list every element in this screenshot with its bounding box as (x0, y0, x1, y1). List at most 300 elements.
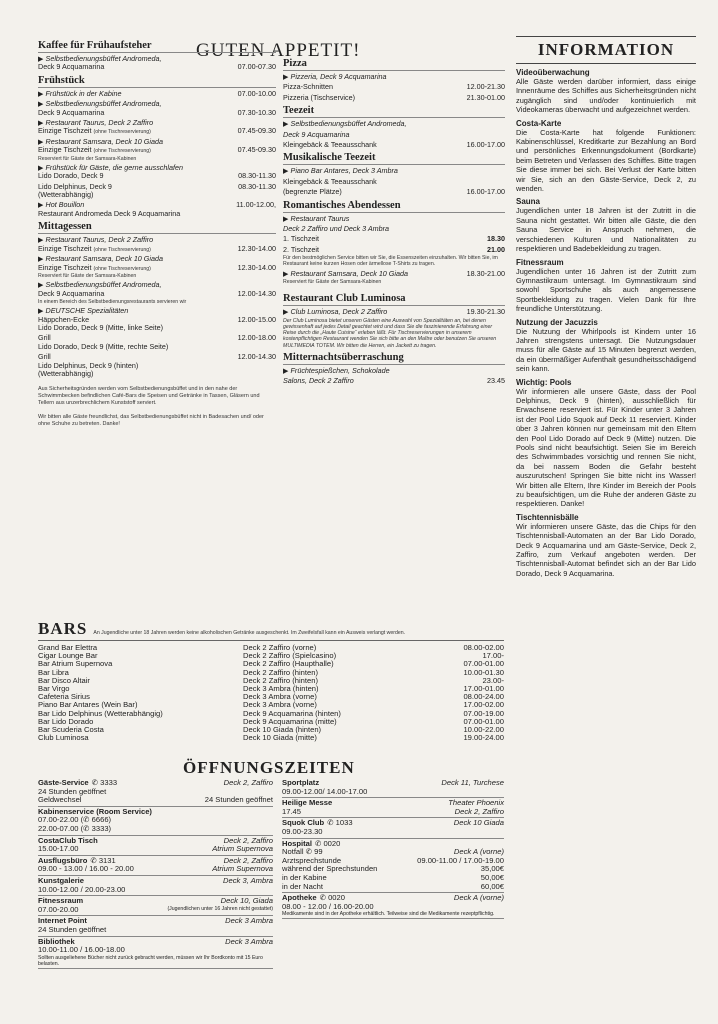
item-row (38, 146, 276, 154)
hours-note: Medikamente sind in der Apotheke erhältlich. Teilweise sind die Medikamente rezeptpflichtig. (282, 911, 495, 918)
information-column (516, 36, 696, 578)
menu-item (38, 201, 276, 218)
item-extra: Restaurant Andromeda Deck 9 Acquamarina (38, 208, 181, 218)
hours-line-left: in der Nacht (282, 881, 323, 891)
menu-row (283, 94, 505, 102)
item-time: 16.00-17.00 (466, 187, 505, 197)
menu-row (283, 178, 505, 186)
item-label: Einzige Tischzeit (ohne Tischreservierung) (38, 126, 151, 136)
hours-name: Internet Point (38, 916, 87, 926)
hours-entry (282, 778, 504, 798)
bar-time: 08.00-02.00 (463, 643, 504, 652)
bullet-icon: ▶ (38, 54, 44, 63)
menu-item (38, 281, 276, 305)
hours-line (38, 865, 273, 874)
item-label-note: (ohne Tischreservierung) (93, 148, 151, 155)
menu-item (38, 236, 276, 253)
menu-item (38, 353, 276, 378)
item-label: Einzige Tischzeit (ohne Tischreservierung) (38, 262, 151, 272)
hours-name: Fitnessraum (38, 896, 84, 906)
item-label: Grill (38, 352, 51, 362)
menu-item (38, 334, 276, 351)
bar-name: Bar Libra (38, 667, 69, 677)
info-text: Die Costa-Karte hat folgende Funktionen: Kabinenschlüssel, Kreditkarte zur Bezahlung an Bord und persönliches Erkennungsdokument (Bordkarte) beim Betreten und Verlassen des Schiffes. Bitte tragen Sie diese immer bei sich. Bei Verlust der Karte bitten wir Sie, sich an den Gäste-Service, Deck 2, zu wenden. (516, 127, 696, 194)
item-time: 23.45 (487, 376, 505, 386)
bar-name: Cafeteria Sirius (38, 692, 90, 702)
hours-line-left: Arztsprechstunde (282, 855, 342, 865)
item-row (283, 235, 505, 243)
hours-line (38, 845, 273, 854)
hours-name: Apotheke (282, 893, 317, 903)
hours-line-left: 07.00-20.00 (38, 904, 79, 914)
menu-item-head (283, 73, 505, 81)
hours-line (282, 808, 504, 817)
hours-line (38, 886, 273, 895)
section-title: Pizza (283, 58, 505, 71)
section-title: Kaffee für Frühaufsteher (38, 40, 276, 53)
hours-location: Deck 2, Zaffiro (223, 855, 273, 865)
bar-location: Deck 2 Zaffiro (Haupthalle) (243, 659, 334, 669)
bullet-icon: ▶ (283, 307, 289, 317)
hours-line (282, 788, 504, 797)
hours-line (38, 946, 273, 955)
hours-line-left: 17.45 (282, 806, 302, 816)
item-time: 12.30-14.00 (237, 243, 276, 253)
item-name: ▶ Piano Bar Antares, Deck 3 Ambra (283, 166, 398, 176)
menu-row (283, 377, 505, 385)
info-blocks (516, 68, 696, 578)
item-label: (begrenzte Plätze) (283, 187, 342, 197)
item-label: Pizza-Schnitten (283, 82, 333, 92)
main-title: GUTEN APPETIT! (196, 40, 361, 61)
hours-line-right: (Jugendlichen unter 16 Jahren nicht gestattet) (167, 905, 273, 912)
hours-location: Deck 10, Giada (220, 896, 273, 906)
left-column (38, 40, 276, 427)
bar-location: Deck 9 Acquamarina (hinten) (243, 708, 341, 718)
menu-item-head (283, 167, 505, 175)
hours-line-left: 24 Stunden geöffnet (38, 924, 107, 934)
item-row (38, 109, 276, 117)
bullet-icon: ▶ (283, 166, 289, 176)
hours-line-right: Atrium Supernova (212, 844, 273, 854)
bar-location: Deck 2 Zaffiro (hinten) (243, 675, 318, 685)
item-name: ▶ Restaurant Samsara, Deck 10 Giada (38, 136, 163, 146)
menu-row (283, 83, 505, 91)
bullet-icon: ▶ (283, 72, 289, 81)
bar-location: Deck 10 Giada (mitte) (243, 733, 317, 743)
section-title: Mittagessen (38, 221, 276, 234)
section-title: Teezeit (283, 105, 505, 118)
info-heading: Sauna (516, 197, 541, 207)
item-label: Deck 9 Acquamarina (38, 288, 105, 298)
hours-name: Sportplatz (282, 778, 320, 787)
item-extra: (Wetterabhängig) (38, 368, 94, 378)
item-time: 18.30 (487, 234, 505, 244)
item-label: Pizzeria (Tischservice) (283, 92, 356, 102)
hours-line-left: 09.00-23.30 (282, 826, 323, 836)
bar-row (38, 734, 504, 742)
hours-right (282, 778, 504, 919)
item-row (38, 245, 276, 253)
item-name: ▶ Restaurant Samsara, Deck 10 Giada (38, 254, 163, 264)
hours-entry (38, 778, 273, 807)
bullet-icon: ▶ (38, 254, 44, 264)
hours-note: Sollten ausgeliehene Bücher nicht zurück gebracht werden, müssen wir Ihr Bordkonto mit 15 Euro belasten. (38, 954, 263, 967)
item-name: ▶ Selbstbedienungsbüffet Andromeda, (283, 119, 407, 129)
item-label: Einzige Tischzeit (ohne Tischreservierung) (38, 145, 151, 155)
info-heading: Wichtig: Pools (516, 377, 572, 387)
hours-line (282, 883, 504, 892)
musik-section (283, 152, 505, 196)
hours-line-left: Geldwechsel (38, 795, 82, 805)
hours-name: Ausflugsbüro (38, 855, 88, 865)
bars-section (38, 619, 504, 742)
bar-name: Bar Virgo (38, 684, 70, 694)
bar-name: Bar Disco Altair (38, 675, 90, 685)
hours-location: Theater Phoenix (448, 798, 504, 808)
bar-location: Deck 2 Zaffiro (vorne) (243, 643, 317, 652)
item-row (38, 290, 276, 298)
item-name: ▶ Pizzeria, Deck 9 Acquamarina (283, 72, 387, 81)
hours-line-right: 09.00-11.00 / 17.00-19.00 (417, 855, 504, 865)
item-time: 08.30-11.30 (238, 181, 276, 191)
menu-item-head (283, 270, 505, 278)
hours-line (282, 903, 504, 912)
menu-item-head (283, 120, 505, 128)
bar-name: Cigar Lounge Bar (38, 651, 98, 661)
hours-entry (282, 839, 504, 894)
info-text: Jugendlichen unter 16 Jahren ist der Zutritt zum Gymnastikraum untersagt. Im Gymnastikraum sind sowohl Sportschuhe als auch angemessene Sportbekleidung zu tragen. Vielen Dank für Ihre freundliche Unterstützung. (516, 266, 696, 314)
hours-entry (282, 893, 504, 919)
item-label: Häppchen-Ecke (38, 314, 90, 324)
item-name: ▶ Früchtespießchen, Schokolade (283, 365, 390, 375)
menu-item (38, 90, 276, 98)
hours-entry (38, 876, 273, 896)
menu-row (283, 141, 505, 149)
hours-line-right: Atrium Supernova (212, 864, 273, 874)
bar-time: 07.00-19.00 (463, 708, 504, 718)
bar-name: Club Luminosa (38, 733, 89, 743)
bullet-icon: ▶ (38, 136, 44, 146)
hours-location: Deck 2, Zaffiro (223, 835, 273, 845)
hours-line (38, 796, 273, 805)
item-name: ▶ Restaurant Taurus, Deck 2 Zaffiro (38, 118, 154, 128)
item-row (38, 264, 276, 272)
hours-name: Hospital (282, 838, 312, 848)
item-label-note: (ohne Tischreservierung) (93, 129, 151, 136)
phone-number: ✆ 3131 (90, 855, 116, 865)
menu-item (38, 183, 276, 200)
bullet-icon: ▶ (38, 118, 44, 128)
item-name: ▶ Selbstbedienungsbüffet Andromeda, (38, 280, 162, 290)
bar-name: Bar Lido Delphinus (Wetterabhängig) (38, 708, 163, 718)
bullet-icon: ▶ (283, 365, 289, 375)
item-label-note: (ohne Tischreservierung) (93, 265, 151, 272)
item-time: 07.45-09.30 (237, 145, 276, 155)
section-title: Musikalische Teezeit (283, 152, 505, 165)
bar-time: 17.00-02.00 (463, 700, 504, 710)
item-name: ▶ Restaurant Taurus (283, 213, 350, 223)
info-block (516, 378, 696, 509)
item-time: 21.30-01.00 (466, 92, 505, 102)
info-heading: Fitnessraum (516, 257, 564, 267)
hours-line-left: 22.00-07.00 (✆ 3333) (38, 823, 112, 833)
item-time: 07.30-10.30 (237, 107, 276, 117)
item-row (38, 172, 276, 180)
info-text: Wir informieren alle unsere Gäste, dass der Pool Delphinus, Deck 9 (hinten), ausschließlich für Erwachsene reserviert ist. Für Kinder unter 3 Jahren ist der Pool Lido Squok auf Deck 11 reserviert. Kinder über 3 Jahren können nur gemeinsam mit den Eltern den Pool Lido Dorado auf Deck 9 (Mitte) nutzen. Die Pools sind nicht beaufsichtigt. Seien Sie im Bereich des Schwimmbades vorsichtig und rennen Sie nicht, da bei nassem Boden die Gefahr besteht auszurutschen! Springen Sie bitte nicht ins Wasser! Wir bitten alle Eltern, Ihre Kinder im Bereich der Pools zu beaufsichtigen, um die Ruhe der anderen Gäste zu respektieren. Danke! (516, 386, 696, 509)
menu-row (283, 188, 505, 196)
hours-line-left: in der Kabine (282, 872, 327, 882)
hours-entry (38, 896, 273, 916)
bullet-icon: ▶ (283, 268, 289, 278)
bar-location: Deck 3 Ambra (vorne) (243, 692, 317, 702)
hours-line-left: während der Sprechstunden (282, 864, 378, 874)
info-block (516, 197, 696, 253)
bars-list (38, 644, 504, 742)
luminosa-section (283, 293, 505, 348)
item-label: Lido Delphinus, Deck 9 (38, 181, 112, 191)
hours-line-left: 10.00-11.00 / 16.00-18.00 (38, 945, 125, 955)
item-label: 2. Tischzeit (283, 244, 319, 254)
bar-location: Deck 3 Ambra (hinten) (243, 684, 319, 694)
bullet-icon: ▶ (38, 200, 44, 210)
item-time: 11.00-12.00, (236, 200, 276, 210)
item-extra: Lido Delphinus, Deck 9 (hinten) (38, 360, 139, 370)
item-label: Kleingebäck & Teeausschank (283, 176, 377, 186)
item-name: ▶ Restaurant Taurus, Deck 2 Zaffiro (38, 235, 154, 245)
item-extra: Lido Dorado, Deck 9 (Mitte, rechte Seite) (38, 341, 169, 351)
hours-name: Squok Club (282, 818, 325, 828)
item-row (38, 127, 276, 135)
item-name: ▶ Selbstbedienungsbüffet Andromeda, (38, 54, 162, 63)
hours-line (282, 828, 504, 837)
hours-location: Deck 10 Giada (453, 818, 504, 828)
hours-line (38, 906, 273, 915)
bar-name: Bar Lido Dorado (38, 716, 94, 726)
item-name: ▶ Hot Bouillon (38, 200, 85, 210)
bar-time: 19.00-24.00 (463, 733, 504, 743)
item-label: Deck 9 Acquamarina (38, 107, 105, 117)
item-label: Salons, Deck 2 Zaffiro (283, 376, 354, 386)
hours-name: Kunstgalerie (38, 875, 84, 885)
item-name: ▶ Frühstück für Gäste, die gerne ausschlafen (38, 162, 183, 172)
menu-item (38, 138, 276, 162)
hours-line-left: 09.00 - 13.00 / 16.00 - 20.00 (38, 864, 134, 874)
hours-line-right: 50,00€ (480, 872, 504, 882)
item-note: In einem Bereich des Selbstbedienungsrestaurants servieren wir (38, 298, 187, 305)
info-text: Jugendlichen unter 18 Jahren ist der Zutritt in die Sauna nicht gestattet. Wir bitten alle Gäste, die den Sauna Service in Anspruch nehmen, die verschiedenen Kulturen und Nationalitäten zu respektieren und Badebekleidung zu tragen. (516, 206, 696, 254)
hours-left (38, 778, 273, 969)
hours-entry (38, 916, 273, 936)
item-time: 07.45-09.30 (237, 126, 276, 136)
bar-time: 07.00-01.00 (463, 659, 504, 669)
bar-time: 23.00- (482, 675, 504, 685)
item-time: 12.00-21.30 (466, 82, 505, 92)
bar-location: Deck 3 Ambra (vorne) (243, 700, 317, 710)
item-row (283, 270, 505, 278)
hours-line-right: Deck A (vorne) (453, 847, 504, 857)
item-row (283, 377, 505, 385)
bullet-icon: ▶ (38, 306, 44, 316)
hours-location: Deck 11, Turchese (441, 778, 504, 787)
menu-item (38, 164, 276, 181)
midnight-section (283, 352, 505, 386)
bar-name: Bar Atrium Supernova (38, 659, 113, 669)
item-row (283, 141, 505, 149)
romantic-section (283, 200, 505, 286)
bullet-icon: ▶ (283, 213, 289, 223)
item-note: Reserviert für Gäste der Samsara-Kabinen (38, 272, 137, 279)
item-time: 12.00-15.00 (237, 314, 276, 324)
phone-number: ✆ 3333 (91, 778, 118, 787)
item-label: Grill (38, 333, 51, 343)
info-text: Wir informieren unsere Gäste, das die Chips für den Tischtennisball-Automaten an der Bar Lido Dorado, Deck 9 Acquamarina und am Gäste-Service, Deck 2, Zaffiro, zum Verkauf angeboten werden. Der Tischtennisball-Automat befindet sich an der Bar Lido Dorado, Deck 9 Acquamarina. (516, 521, 696, 578)
item-name: ▶ DEUTSCHE Spezialitäten (38, 306, 129, 316)
hours-entry (38, 856, 273, 876)
menu-section (38, 75, 276, 218)
menu-row (283, 235, 505, 243)
bullet-icon: ▶ (38, 280, 44, 290)
pizza-section (283, 58, 505, 102)
dress-note: Für den bestmöglichen Service bitten wir Sie, die Essenszeiten einzuhalten. Wir bitten Sie, im Restaurant keine kurzen Hosen oder ärmellose T-Shirts zu tragen. (283, 255, 498, 268)
menu-item (38, 55, 276, 72)
item-time: 19.30-21.30 (466, 307, 505, 317)
phone-number: ✆ 1033 (327, 818, 353, 828)
phone-number: ✆ 0020 (319, 893, 345, 903)
item-time: 07.00-07.30 (237, 62, 276, 72)
info-text: Die Nutzung der Whirlpools ist Kindern unter 16 Jahren strengstens untersagt. Die Nutzungsdauer muss für alle Gäste auf 15 Minuten begrenzt werden, da ein übermäßiger Aufenthalt gesundheitsschädigend sein kann. (516, 326, 696, 374)
safety-note: Wir bitten alle Gäste freundlichst, das Selbstbedienungsbüffet nicht in Badesachen und/ oder ohne Schuhe zu betreten. Danke! (38, 414, 264, 427)
item-row (283, 94, 505, 102)
bullet-icon: ▶ (38, 162, 44, 172)
hours-location: Deck 3 Ambra (225, 916, 273, 926)
item-time: 08.30-11.30 (238, 171, 276, 181)
hours-name: Heilige Messe (282, 798, 333, 808)
hours-line-left: 09.00-12.00/ 14.00-17.00 (282, 786, 368, 796)
bar-location: Deck 10 Giada (hinten) (243, 725, 322, 735)
item-note: Reserviert für Gäste der Samsara-Kabinen (38, 155, 137, 162)
bars-header (38, 619, 504, 641)
item-time: 21.00 (487, 244, 505, 254)
item-row (38, 63, 276, 71)
item-time: 12.30-14.00 (237, 262, 276, 272)
section-title: Restaurant Club Luminosa (283, 293, 505, 306)
item-time: 12.00-14.30 (237, 352, 276, 362)
item-label: Lido Dorado, Deck 9 (38, 171, 104, 181)
item-name: ▶ Selbstbedienungsbüffet Andromeda, (38, 99, 162, 109)
info-text: Alle Gäste werden darüber informiert, dass einige Innenräume des Schiffes aus Sicherheitsgründen nicht zugänglich sind und/oder kontinuierlich mit Videokameras überwacht und aufgezeichnet werden. (516, 77, 696, 115)
menu-item-head (283, 367, 505, 375)
menu-row (283, 246, 505, 254)
section-title: Romantisches Abendessen (283, 200, 505, 213)
bar-time: 07.00-01.00 (463, 716, 504, 726)
hours-entry (38, 937, 273, 969)
hours-location: Deck 3, Ambra (223, 875, 273, 885)
menu-item (38, 255, 276, 279)
item-row (283, 308, 505, 316)
hours-line-left: 24 Stunden geöffnet (38, 786, 107, 796)
item-label-note: (ohne Tischreservierung) (93, 246, 151, 253)
item-row (283, 188, 505, 196)
hours-line-right: 24 Stunden geöffnet (204, 795, 273, 805)
bar-location: Deck 9 Acquamarina (mitte) (243, 716, 337, 726)
item-label: 1. Tischzeit (283, 234, 319, 244)
info-heading: Costa-Karte (516, 118, 562, 128)
hours-title: ÖFFNUNGSZEITEN (183, 758, 355, 777)
info-title: INFORMATION (516, 36, 696, 64)
item-note: Reserviert für Gäste der Samsara-Kabinen (283, 279, 382, 286)
hours-name: Kabinenservice (Room Service) (38, 806, 152, 816)
section-title: Frühstück (38, 75, 276, 88)
bullet-icon: ▶ (38, 235, 44, 245)
bar-name: Piano Bar Antares (Wein Bar) (38, 700, 138, 710)
middle-column (283, 58, 505, 386)
hours-line-right: 35,00€ (480, 864, 504, 874)
info-heading: Videoüberwachung (516, 68, 590, 77)
bullet-icon: ▶ (38, 88, 44, 98)
item-name: ▶ Restaurant Samsara, Deck 10 Giada (283, 268, 408, 278)
hours-name: CostaClub Tisch (38, 835, 98, 845)
hours-line-left: 08.00 - 12.00 / 16.00-20.00 (282, 901, 374, 911)
info-block (516, 318, 696, 374)
bar-location: Deck 2 Zaffiro (hinten) (243, 667, 318, 677)
bar-time: 08.00-24.00 (463, 692, 504, 702)
bars-title: BARS (38, 619, 88, 638)
bar-time: 17.00-01.00 (463, 684, 504, 694)
info-heading: Tischtennisbälle (516, 512, 579, 522)
item-time: 12.00-18.00 (237, 333, 276, 343)
info-block (516, 119, 696, 194)
luminosa-note: Der Club Luminosa bietet unseren Gästen eine Auswahl von Spezialitäten an, bei denen gewissenhaft auf jedes Detail geachtet wird und dass Sie die faszinierende Erfahrung einer Reise durch die „Haute Cuisine“ erleben läßt. Für Tischreservierungen in unserem kostenpflichtigen Restaurant wenden Sie sich bitte an den Maître oder benutzen Sie unseren MULTIMEDIA TOTEM. Wir bitten die Herren, ein Jackett zu tragen. (283, 317, 497, 349)
info-heading: Nutzung der Jacuzzis (516, 317, 598, 327)
hours-line-left: 15.00-17.00 (38, 844, 79, 854)
item-subhead: Deck 9 Acquamarina (283, 129, 350, 139)
item-label: Deck 9 Acquamarina (38, 62, 105, 72)
info-block (516, 513, 696, 578)
hours-line-right: Deck 2, Zaffiro (454, 806, 504, 816)
item-label: Kleingebäck & Teeausschank (283, 140, 377, 150)
menu-item (38, 119, 276, 136)
item-extra: Lido Dorado, Deck 9 (Mitte, linke Seite) (38, 322, 164, 332)
item-name: ▶ Club Luminosa, Deck 2 Zaffiro (283, 307, 388, 317)
hours-location: Deck 2, Zaffiro (223, 778, 273, 787)
item-label: Einzige Tischzeit (ohne Tischreservierung) (38, 243, 151, 253)
menu-item-head (283, 215, 505, 223)
menu-section (38, 40, 276, 72)
menu-item (38, 100, 276, 117)
item-time: 12.00-14.30 (237, 288, 276, 298)
bar-time: 17.00- (482, 651, 504, 661)
bar-name: Bar Scuderia Costa (38, 725, 104, 735)
section-title: Mitternachtsüberraschung (283, 352, 505, 365)
item-time: 07.00-10.00 (237, 88, 276, 98)
item-name: ▶ Frühstück in der Kabine (38, 88, 122, 98)
hours-name: Bibliothek (38, 936, 75, 946)
hours-line-left: 07.00-22.00 (✆ 6666) (38, 815, 112, 825)
hours-line-left: 10.00-12.00 / 20.00-23.00 (38, 884, 126, 894)
menu-item (38, 307, 276, 332)
item-row (283, 83, 505, 91)
hours-entry (282, 818, 504, 838)
hours-line (38, 926, 273, 935)
teezeit-section (283, 105, 505, 149)
bar-name: Grand Bar Elettra (38, 643, 98, 652)
hours-location: Deck 3 Ambra (225, 936, 273, 946)
item-time: 16.00-17.00 (466, 140, 505, 150)
bullet-icon: ▶ (38, 99, 44, 109)
menu-item-head (283, 308, 505, 316)
phone-number: ✆ 0020 (314, 838, 341, 848)
